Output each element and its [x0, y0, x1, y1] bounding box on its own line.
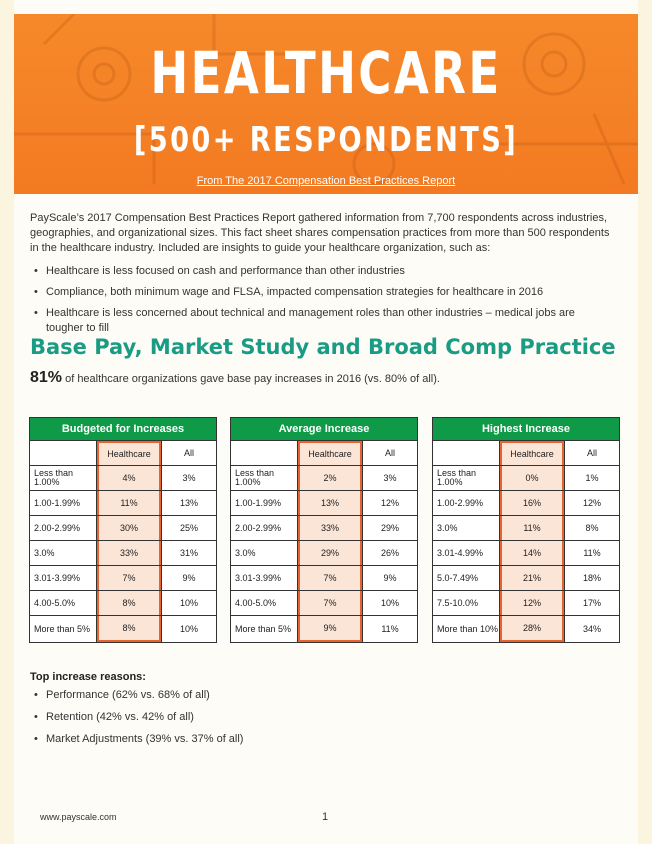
- table-row: [30, 590, 216, 615]
- list-item: • Healthcare is less concerned about technical and management roles than other industries – medical jobs are tougher to fill: [34, 306, 614, 336]
- table-title: Highest Increase: [433, 418, 619, 440]
- all-value: 9%: [161, 566, 216, 590]
- healthcare-value: 9%: [298, 616, 362, 642]
- stat-value: 81%: [30, 369, 63, 386]
- reasons-list: [34, 688, 243, 754]
- row-label: 3.0%: [30, 541, 97, 565]
- table-row: [30, 515, 216, 540]
- row-label: Less than 1.00%: [30, 466, 97, 490]
- healthcare-value: 8%: [97, 616, 161, 642]
- table-row: [30, 540, 216, 565]
- row-label: 7.5-10.0%: [433, 591, 500, 615]
- row-label: 1.00-1.99%: [30, 491, 97, 515]
- list-item: • Compliance, both minimum wage and FLSA, impacted compensation strategies for healthcare in 2016: [34, 285, 614, 300]
- header-banner: [14, 14, 638, 194]
- column-header-all: All: [362, 441, 417, 465]
- healthcare-value: 7%: [298, 591, 362, 615]
- table-highest-increase: [432, 417, 620, 643]
- column-header-healthcare: Healthcare: [500, 441, 564, 465]
- stat-text: of healthcare organizations gave base pay increases in 2016 (vs. 80% of all).: [62, 373, 440, 385]
- report-link[interactable]: From The 2017 Compensation Best Practices Report: [196, 175, 456, 187]
- row-label: 2.00-2.99%: [30, 516, 97, 540]
- healthcare-value: 16%: [500, 491, 564, 515]
- table-row: [231, 615, 417, 642]
- row-label: More than 5%: [30, 616, 97, 642]
- table-title: Average Increase: [231, 418, 417, 440]
- table-row: [433, 465, 619, 490]
- table-budgeted-increases: [29, 417, 217, 643]
- table-row: [30, 615, 216, 642]
- all-value: 18%: [564, 566, 619, 590]
- table-row: [30, 565, 216, 590]
- healthcare-value: 8%: [97, 591, 161, 615]
- all-value: 29%: [362, 516, 417, 540]
- reasons-heading: Top increase reasons:: [30, 671, 146, 683]
- table-row: [30, 490, 216, 515]
- table-row: [231, 490, 417, 515]
- healthcare-value: 28%: [500, 616, 564, 642]
- table-row: [231, 540, 417, 565]
- row-label: 3.01-3.99%: [231, 566, 298, 590]
- row-label: 4.00-5.0%: [231, 591, 298, 615]
- page-number: 1: [322, 811, 329, 823]
- stat-line: [30, 369, 440, 387]
- table-row: [433, 590, 619, 615]
- row-label: 3.01-4.99%: [433, 541, 500, 565]
- table-header-row: [30, 440, 216, 465]
- all-value: 3%: [161, 466, 216, 490]
- column-header-all: All: [161, 441, 216, 465]
- healthcare-value: 33%: [298, 516, 362, 540]
- row-label: 3.0%: [231, 541, 298, 565]
- row-label: More than 10%: [433, 616, 500, 642]
- list-item: • Performance (62% vs. 68% of all): [34, 688, 243, 703]
- healthcare-value: 7%: [298, 566, 362, 590]
- row-label: Less than 1.00%: [433, 466, 500, 490]
- column-header-all: All: [564, 441, 619, 465]
- all-value: 10%: [161, 591, 216, 615]
- all-value: 12%: [362, 491, 417, 515]
- column-header-healthcare: Healthcare: [97, 441, 161, 465]
- table-row: [433, 540, 619, 565]
- healthcare-value: 14%: [500, 541, 564, 565]
- page-subtitle: [500+ RESPONDENTS]: [133, 120, 519, 160]
- list-item: • Retention (42% vs. 42% of all): [34, 710, 243, 725]
- all-value: 9%: [362, 566, 417, 590]
- intro-paragraph: PayScale’s 2017 Compensation Best Practices Report gathered information from 7,700 respondents across industries, geographies, and organizational sizes. This fact sheet shares compensation practices from more than 500 respondents in the healthcare industry. Included are insights to guide your healthcare organization, such as:: [30, 212, 610, 254]
- column-header-healthcare: Healthcare: [298, 441, 362, 465]
- all-value: 31%: [161, 541, 216, 565]
- healthcare-value: 29%: [298, 541, 362, 565]
- all-value: 17%: [564, 591, 619, 615]
- table-header-row: [433, 440, 619, 465]
- healthcare-value: 12%: [500, 591, 564, 615]
- page-title: HEALTHCARE: [150, 39, 502, 107]
- table-row: [231, 565, 417, 590]
- all-value: 34%: [564, 616, 619, 642]
- footer-url[interactable]: www.payscale.com: [40, 812, 117, 822]
- list-item: • Market Adjustments (39% vs. 37% of all): [34, 732, 243, 747]
- healthcare-value: 33%: [97, 541, 161, 565]
- all-value: 26%: [362, 541, 417, 565]
- healthcare-value: 11%: [500, 516, 564, 540]
- table-row: [231, 465, 417, 490]
- table-row: [30, 465, 216, 490]
- all-value: 10%: [161, 616, 216, 642]
- row-label: 3.0%: [433, 516, 500, 540]
- healthcare-value: 7%: [97, 566, 161, 590]
- row-label: More than 5%: [231, 616, 298, 642]
- all-value: 25%: [161, 516, 216, 540]
- table-title: Budgeted for Increases: [30, 418, 216, 440]
- table-row: [433, 490, 619, 515]
- healthcare-value: 4%: [97, 466, 161, 490]
- all-value: 11%: [362, 616, 417, 642]
- section-heading: Base Pay, Market Study and Broad Comp Practice: [30, 335, 616, 359]
- row-label: 3.01-3.99%: [30, 566, 97, 590]
- table-row: [433, 515, 619, 540]
- table-row: [433, 615, 619, 642]
- table-row: [433, 565, 619, 590]
- row-label: Less than 1.00%: [231, 466, 298, 490]
- all-value: 3%: [362, 466, 417, 490]
- healthcare-value: 0%: [500, 466, 564, 490]
- all-value: 13%: [161, 491, 216, 515]
- row-label: 2.00-2.99%: [231, 516, 298, 540]
- list-item: • Healthcare is less focused on cash and performance than other industries: [34, 264, 614, 279]
- all-value: 11%: [564, 541, 619, 565]
- all-value: 8%: [564, 516, 619, 540]
- all-value: 10%: [362, 591, 417, 615]
- all-value: 1%: [564, 466, 619, 490]
- healthcare-value: 30%: [97, 516, 161, 540]
- table-average-increase: [230, 417, 418, 643]
- row-label: 1.00-1.99%: [231, 491, 298, 515]
- all-value: 12%: [564, 491, 619, 515]
- row-label: 1.00-2.99%: [433, 491, 500, 515]
- intro-bullet-list: [34, 264, 614, 342]
- table-header-row: [231, 440, 417, 465]
- row-label: 4.00-5.0%: [30, 591, 97, 615]
- healthcare-value: 21%: [500, 566, 564, 590]
- table-row: [231, 590, 417, 615]
- healthcare-value: 13%: [298, 491, 362, 515]
- healthcare-value: 11%: [97, 491, 161, 515]
- table-row: [231, 515, 417, 540]
- healthcare-value: 2%: [298, 466, 362, 490]
- row-label: 5.0-7.49%: [433, 566, 500, 590]
